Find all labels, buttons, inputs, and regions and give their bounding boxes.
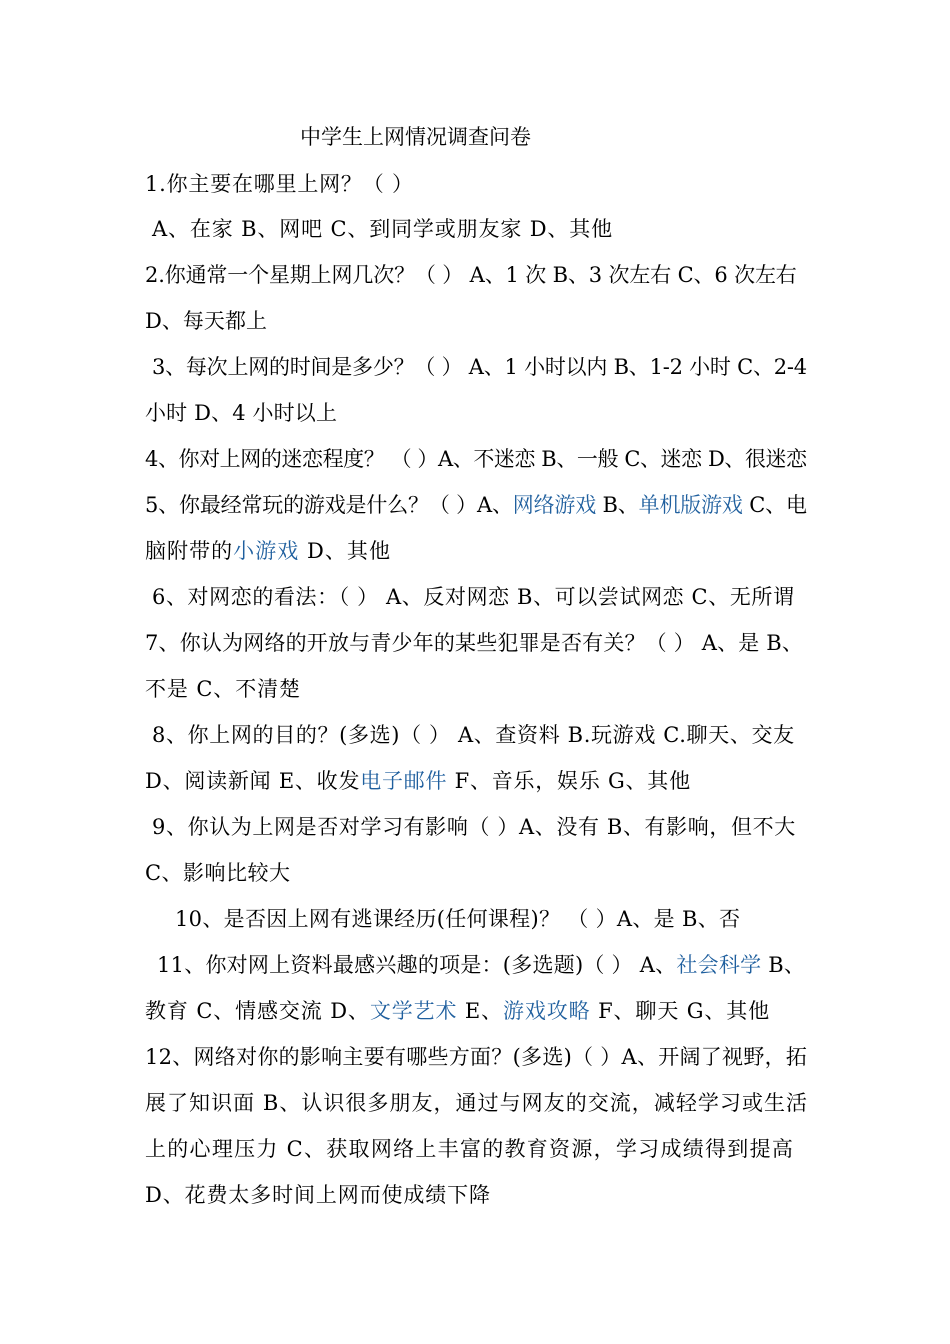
- hyperlink[interactable]: 小游戏: [233, 539, 300, 563]
- hyperlink[interactable]: 游戏攻略: [503, 999, 591, 1023]
- question-12-cont1: [145, 1088, 808, 1118]
- line-text: 教育 C、情感交流 D、: [145, 999, 370, 1023]
- question-11-cont: [145, 996, 770, 1026]
- question-8-cont: [145, 766, 691, 796]
- line-text: 1.你主要在哪里上网？（ ）: [145, 172, 414, 196]
- line-text: 2.你通常一个星期上网几次？（ ） A、1 次 B、3 次左右 C、6 次左右: [145, 263, 797, 287]
- line-text: D、阅读新闻 E、收发: [145, 769, 361, 793]
- line-text: 展了知识面 B、认识很多朋友，通过与网友的交流，减轻学习或生活: [145, 1091, 809, 1115]
- line-text: 4、你对上网的迷恋程度？ （ ）A、不迷恋 B、一般 C、迷恋 D、很迷恋: [145, 447, 807, 471]
- line-text: 小时 D、4 小时以上: [145, 401, 338, 425]
- line-text: 7、你认为网络的开放与青少年的某些犯罪是否有关？（ ） A、是 B、: [145, 631, 804, 655]
- page-title: 中学生上网情况调查问卷: [300, 125, 531, 149]
- question-10: [175, 904, 740, 934]
- question-12-cont3: [145, 1180, 491, 1210]
- line-text: 上的心理压力 C、获取网络上丰富的教育资源，学习成绩得到提高: [145, 1137, 795, 1161]
- line-text: D、花费太多时间上网而使成绩下降: [145, 1183, 491, 1207]
- question-2: [145, 260, 797, 290]
- line-text: C、影响比较大: [145, 861, 291, 885]
- line-text: B、: [596, 493, 639, 517]
- question-3: [152, 352, 807, 382]
- question-1-options: [152, 214, 613, 244]
- hyperlink[interactable]: 文学艺术: [369, 999, 458, 1023]
- question-12-cont2: [145, 1134, 794, 1164]
- line-text: 9、你认为上网是否对学习有影响（ ）A、没有 B、有影响，但不大: [152, 815, 796, 839]
- question-6: [152, 582, 795, 612]
- hyperlink[interactable]: 网络游戏: [512, 493, 597, 517]
- hyperlink[interactable]: 电子邮件: [360, 769, 448, 793]
- line-text: 脑附带的: [145, 539, 234, 563]
- line-text: B、: [761, 953, 806, 977]
- line-text: A、在家 B、网吧 C、到同学或朋友家 D、其他: [152, 217, 613, 241]
- question-9: [152, 812, 796, 842]
- question-3-cont: [145, 398, 337, 428]
- line-text: D、其他: [299, 539, 392, 563]
- line-text: 不是 C、不清楚: [145, 677, 301, 701]
- question-4: [145, 444, 807, 474]
- line-text: 8、你上网的目的？(多选)（ ） A、查资料 B.玩游戏 C.聊天、交友: [152, 723, 795, 747]
- question-2-cont: [145, 306, 267, 336]
- hyperlink[interactable]: 社会科学: [676, 953, 762, 977]
- line-text: 11、你对网上资料最感兴趣的项是：(多选题)（ ） A、: [157, 953, 677, 977]
- line-text: D、每天都上: [145, 309, 268, 333]
- question-11: [157, 950, 805, 980]
- question-5-cont: [145, 536, 391, 566]
- line-text: 10、是否因上网有逃课经历(任何课程)？ （ ）A、是 B、否: [175, 907, 741, 931]
- question-7: [145, 628, 803, 658]
- line-text: 12、网络对你的影响主要有哪些方面？(多选)（ ）A、开阔了视野，拓: [145, 1045, 808, 1069]
- line-text: C、电: [742, 493, 807, 517]
- line-text: 3、每次上网的时间是多少？（ ） A、1 小时以内 B、1-2 小时 C、2-4: [152, 355, 807, 379]
- line-text: 5、你最经常玩的游戏是什么？（ ）A、: [145, 493, 513, 517]
- line-text: E、: [457, 999, 504, 1023]
- line-text: F、音乐，娱乐 G、其他: [447, 769, 691, 793]
- question-9-cont: [145, 858, 291, 888]
- question-8: [152, 720, 795, 750]
- question-7-cont: [145, 674, 301, 704]
- question-12: [145, 1042, 807, 1072]
- line-text: F、聊天 G、其他: [590, 999, 771, 1023]
- question-1: [145, 169, 414, 199]
- hyperlink[interactable]: 单机版游戏: [638, 493, 743, 517]
- question-5: [145, 490, 807, 520]
- line-text: 6、对网恋的看法：（ ） A、反对网恋 B、可以尝试网恋 C、无所谓: [152, 585, 795, 609]
